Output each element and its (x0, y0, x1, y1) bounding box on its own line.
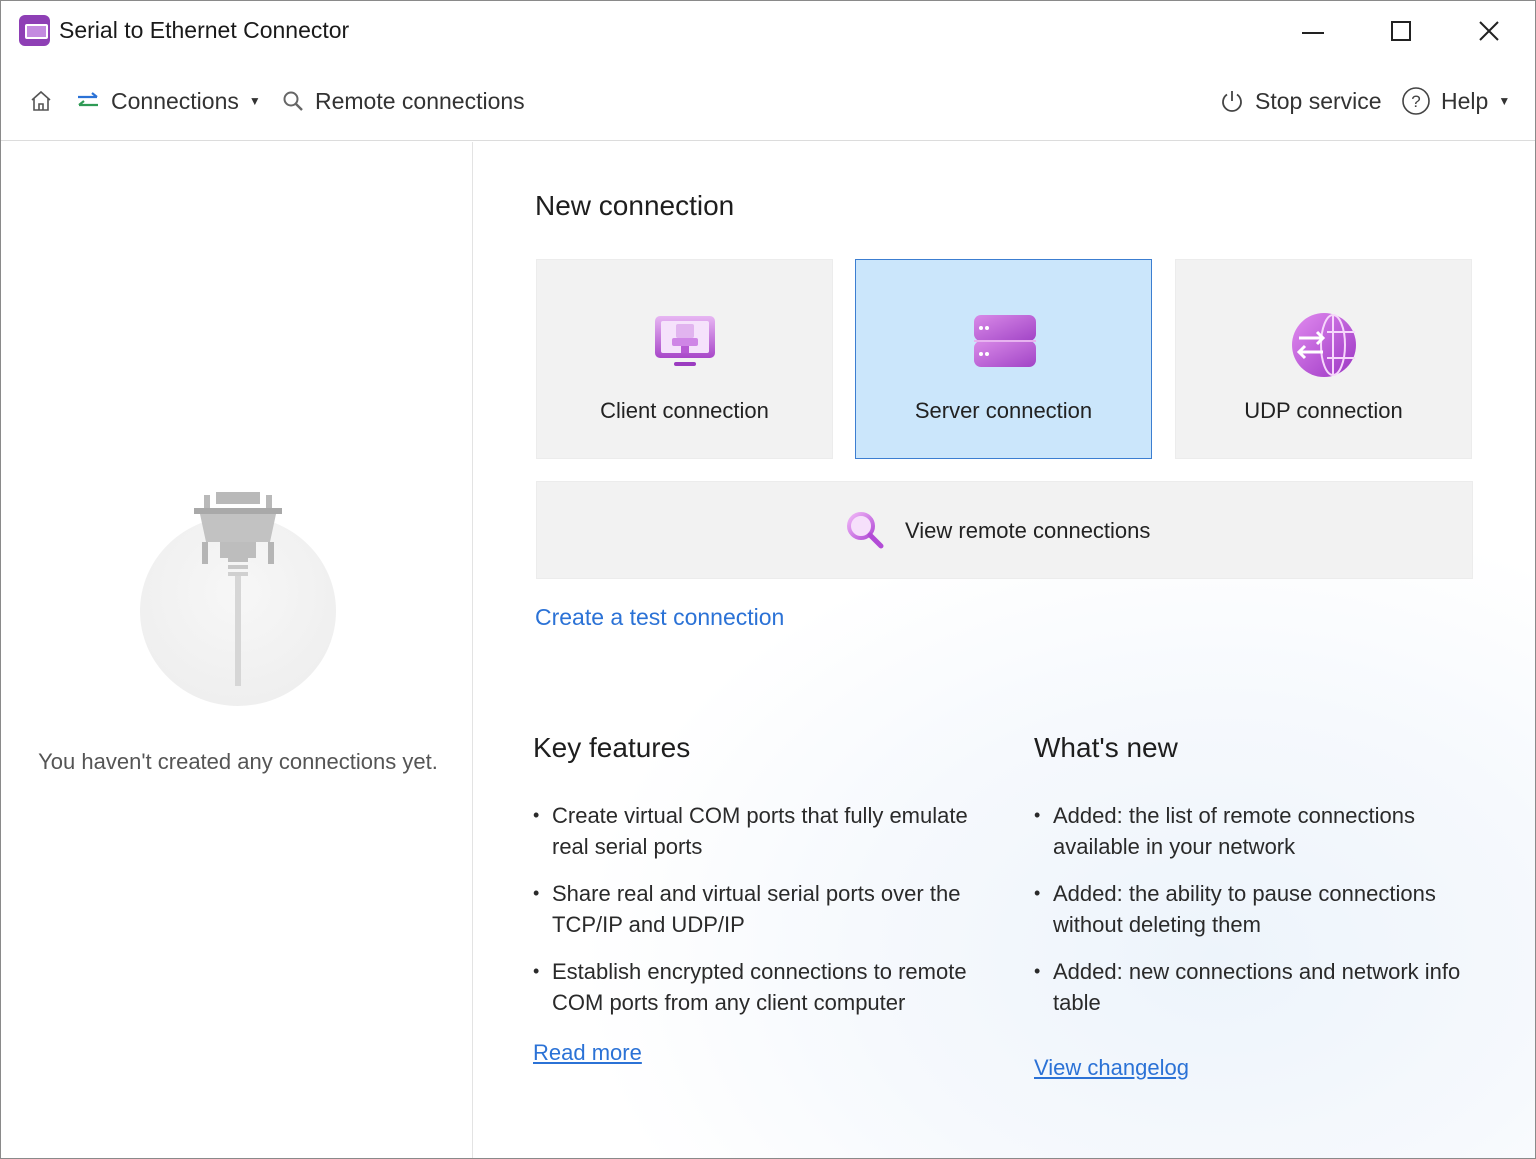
toolbar (1, 63, 1535, 141)
title-bar[interactable] (1, 1, 1535, 63)
minimize-icon (1302, 32, 1324, 34)
minimize-button[interactable] (1283, 9, 1343, 53)
key-features-list (533, 800, 1003, 1034)
stop-service-label: Stop service (1255, 87, 1382, 114)
help-menu[interactable] (1401, 83, 1510, 119)
connections-list-panel (2, 142, 473, 1158)
remote-connections-label: Remote connections (315, 87, 525, 114)
read-more-link[interactable]: Read more (533, 1040, 642, 1065)
udp-connection-label: UDP connection (1244, 398, 1403, 423)
power-icon (1219, 88, 1245, 114)
chevron-down-icon: ▼ (248, 94, 261, 108)
maximize-button[interactable] (1371, 9, 1431, 53)
client-connection-card[interactable] (536, 259, 833, 459)
server-icon (969, 310, 1039, 380)
close-icon (1478, 20, 1500, 42)
server-connection-card[interactable] (855, 259, 1152, 459)
list-item: • Establish encrypted connections to remote COM ports from any client computer (533, 956, 1003, 1018)
home-icon (29, 89, 53, 113)
list-item: • Added: the list of remote connections available in your network (1034, 800, 1504, 862)
connections-icon (75, 90, 101, 112)
empty-state-illustration (140, 492, 336, 708)
whats-new-list (1034, 800, 1504, 1034)
window-title: Serial to Ethernet Connector (59, 17, 350, 43)
empty-state-message: You haven't created any connections yet. (38, 749, 438, 774)
view-remote-connections-button[interactable] (536, 481, 1473, 579)
create-test-connection-link[interactable]: Create a test connection (535, 604, 785, 630)
help-icon (1401, 86, 1431, 116)
connections-label: Connections (111, 87, 239, 114)
udp-connection-card[interactable] (1175, 259, 1472, 459)
list-item: • Create virtual COM ports that fully emulate real serial ports (533, 800, 1003, 862)
serial-plug-icon (190, 492, 286, 692)
view-changelog-link[interactable]: View changelog (1034, 1055, 1189, 1080)
list-item: • Added: the ability to pause connections without deleting them (1034, 878, 1504, 940)
start-page (474, 142, 1535, 1158)
remote-connections-button[interactable] (281, 83, 525, 119)
list-item: • Share real and virtual serial ports over the TCP/IP and UDP/IP (533, 878, 1003, 940)
home-button[interactable] (29, 83, 53, 119)
globe-arrows-icon (1289, 310, 1359, 380)
search-icon (845, 510, 885, 550)
list-item: • Added: new connections and network info table (1034, 956, 1504, 1018)
whats-new-title: What's new (1034, 732, 1178, 763)
server-connection-label: Server connection (914, 398, 1093, 423)
app-icon (19, 15, 50, 46)
key-features-title: Key features (533, 732, 691, 763)
new-connection-title: New connection (535, 190, 735, 221)
close-button[interactable] (1459, 9, 1519, 53)
help-label: Help (1441, 87, 1489, 114)
view-remote-connections-label: View remote connections (905, 518, 1151, 543)
connections-menu[interactable] (75, 83, 261, 119)
client-connection-label: Client connection (600, 398, 769, 423)
search-icon (281, 89, 305, 113)
maximize-icon (1391, 21, 1411, 41)
stop-service-button[interactable] (1219, 83, 1382, 119)
svg-text:?: ? (1411, 92, 1421, 111)
chevron-down-icon: ▼ (1498, 94, 1511, 108)
monitor-icon (650, 310, 720, 380)
